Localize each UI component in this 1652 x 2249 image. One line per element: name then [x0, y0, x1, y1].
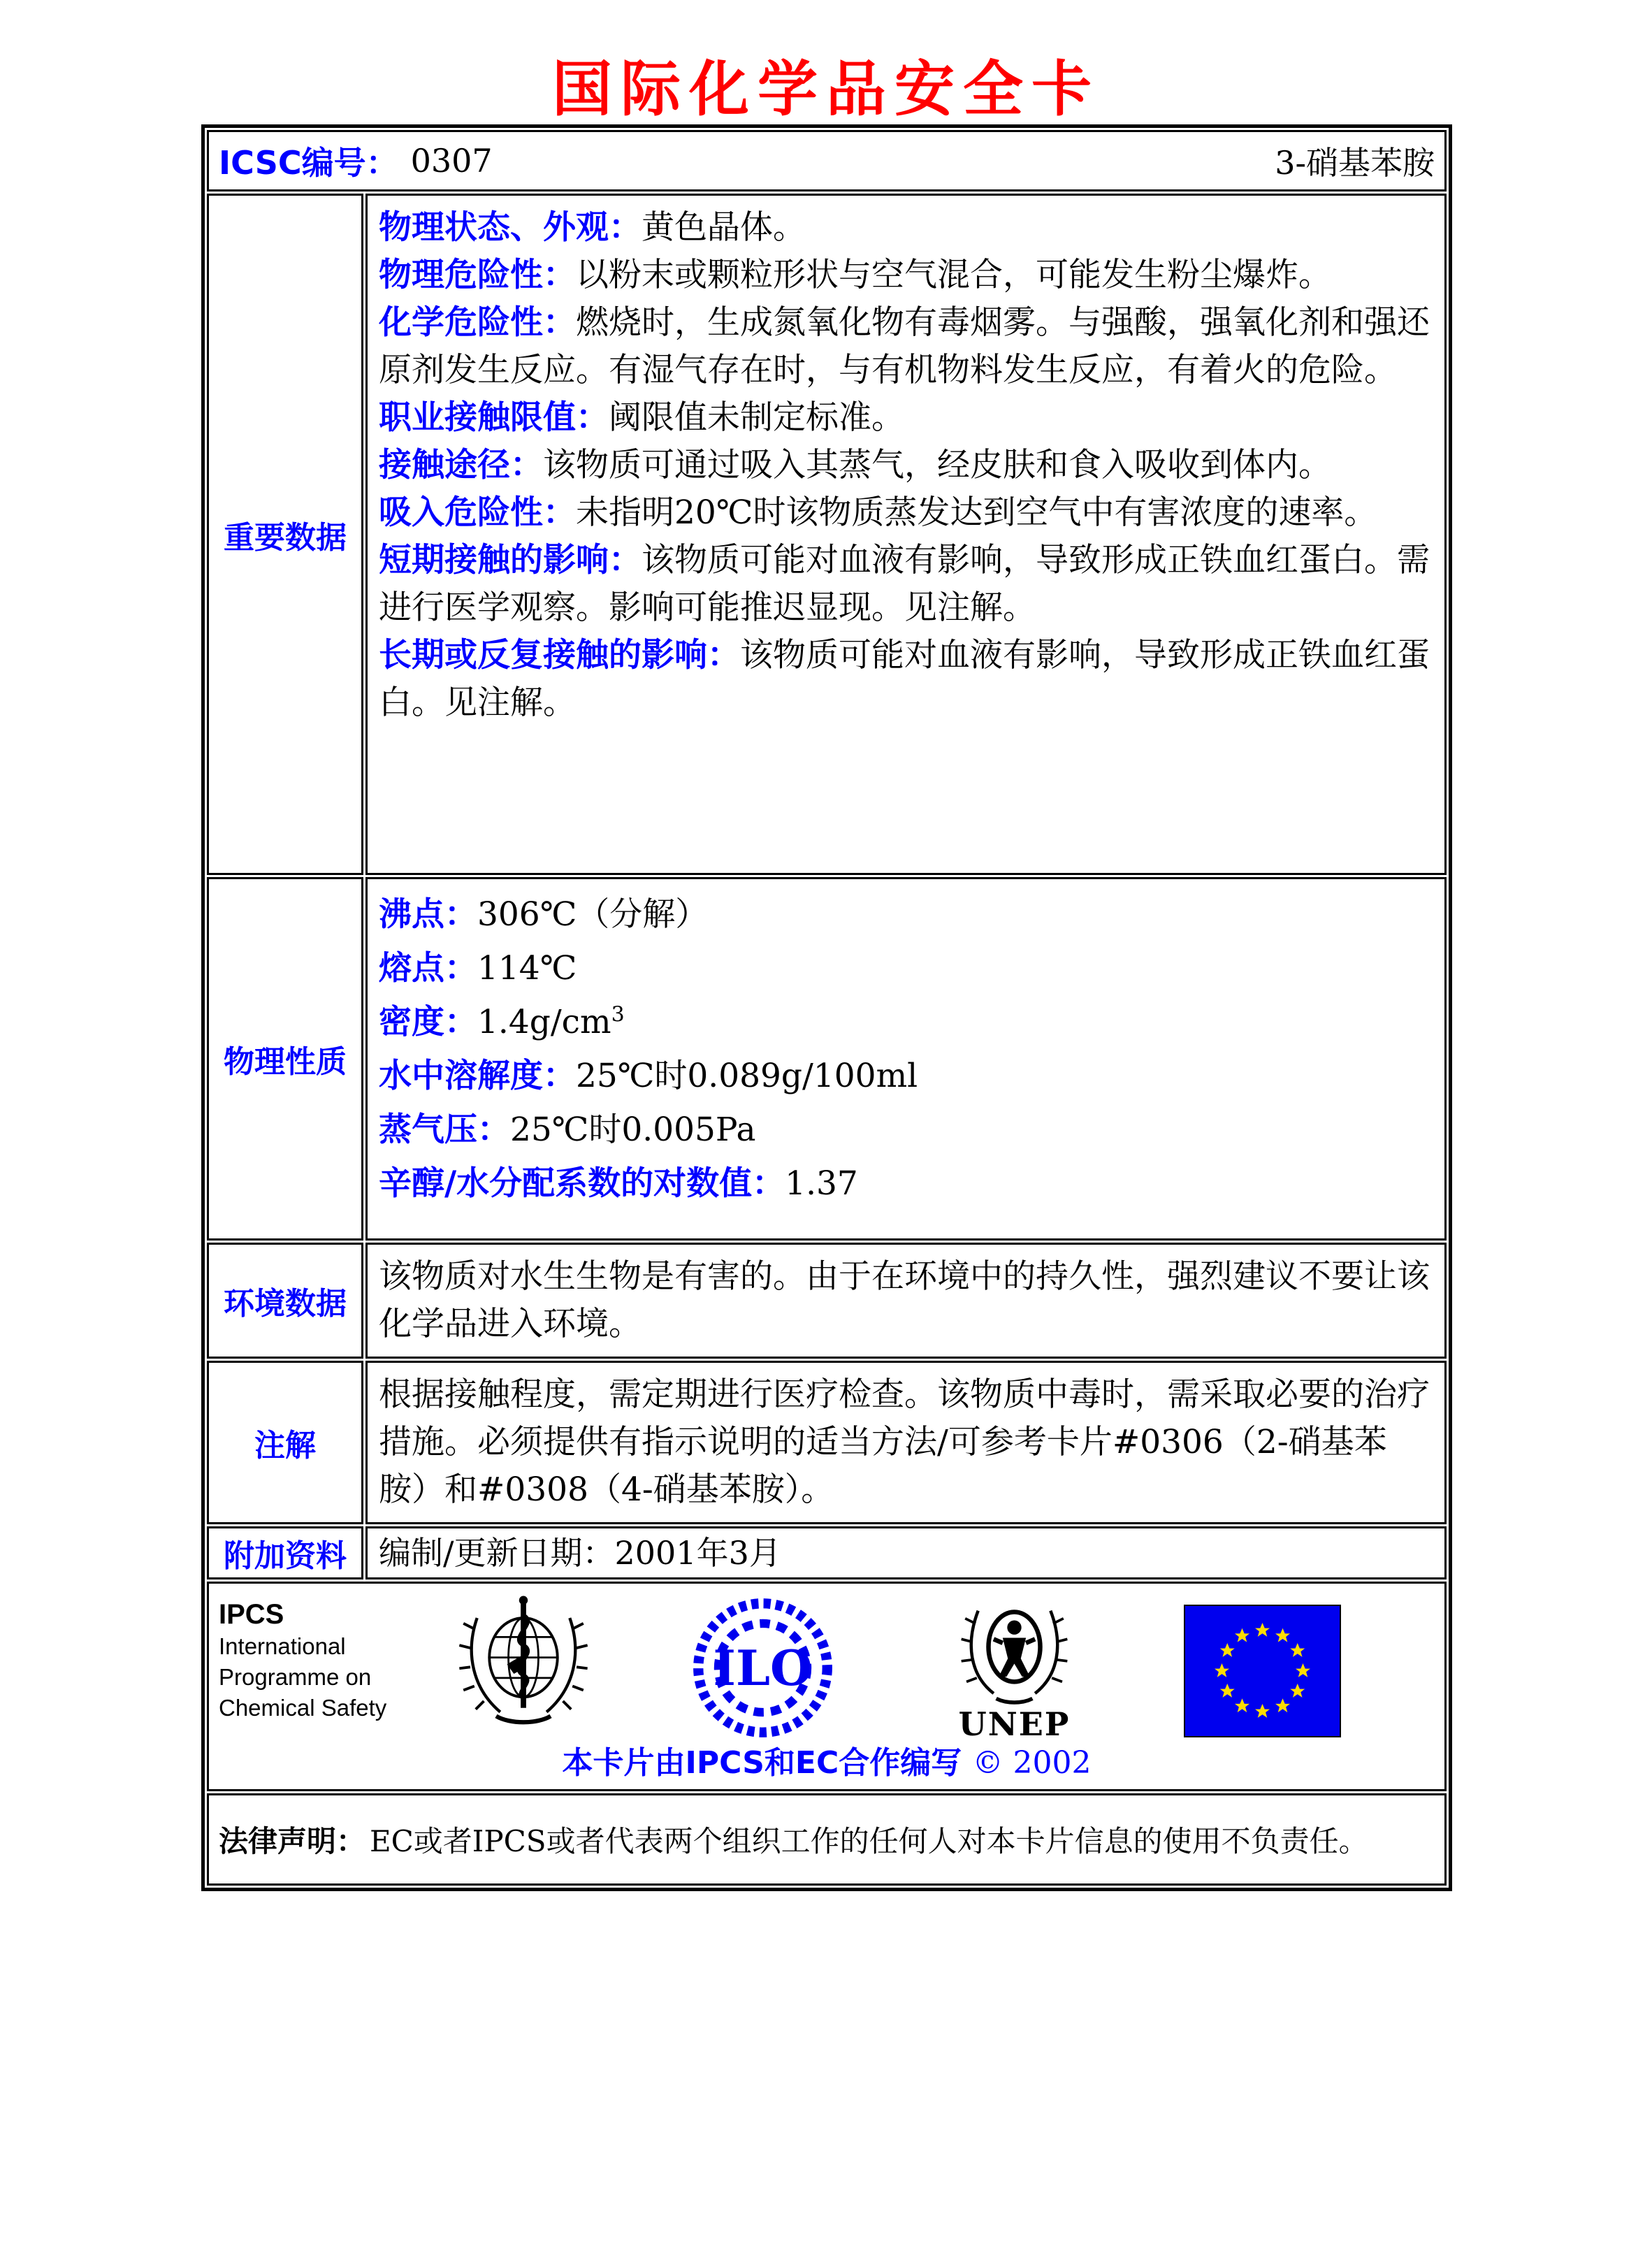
item-label: 蒸气压：: [379, 1111, 510, 1149]
who-logo-icon: [450, 1593, 597, 1733]
logos-row: [207, 1582, 1447, 1791]
important-item: [379, 537, 1433, 632]
physical-item: [379, 888, 1433, 941]
notes-content: [365, 1361, 1447, 1524]
item-text: 阈限值未制定标准。: [609, 398, 904, 437]
additional-info-text: 编制/更新日期：2001年3月: [379, 1534, 781, 1572]
environmental-data-section-label: 环境数据: [207, 1243, 363, 1359]
notes-text: 根据接触程度，需定期进行医疗检查。该物质中毒时，需采取必要的治疗措施。必须提供有指示说明的适当方法/可参考卡片#0306（2-硝基苯胺）和#0308（4-硝基苯胺）。: [379, 1375, 1430, 1509]
ilo-logo-icon: [691, 1596, 834, 1742]
item-label: 辛醇/水分配系数的对数值：: [379, 1164, 785, 1203]
important-item: [379, 252, 1433, 299]
item-text: 306℃（分解）: [477, 895, 709, 934]
page-title: 国际化学品安全卡: [552, 54, 1100, 124]
ipcs-line: International: [219, 1633, 346, 1659]
ipcs-acronym: IPCS: [219, 1599, 284, 1630]
item-text: 1.37: [785, 1164, 858, 1203]
item-text: 燃烧时，生成氮氧化物有毒烟雾。与强酸，强氧化剂和强还原剂发生反应。有湿气存在时，与有机物料发生反应，有着火的危险。: [379, 303, 1430, 389]
item-label: 物理危险性：: [379, 256, 576, 294]
item-label: 熔点：: [379, 949, 477, 988]
ipcs-text-block: [219, 1598, 386, 1723]
legal-cell: [207, 1793, 1447, 1886]
caption-text: 本卡片由IPCS和EC合作编写: [562, 1745, 962, 1781]
eu-flag-icon: [1184, 1605, 1341, 1740]
important-item: [379, 204, 1433, 252]
important-item: [379, 442, 1433, 489]
cooperation-caption: [209, 1737, 1444, 1782]
logos-cell: [207, 1582, 1447, 1791]
icsc-card-table: [201, 124, 1452, 1891]
item-label: 职业接触限值：: [379, 398, 609, 437]
additional-info-row: [207, 1526, 1447, 1579]
important-data-section-label: 重要数据: [207, 194, 363, 875]
physical-item: [379, 1157, 1433, 1210]
item-label: 接触途径：: [379, 446, 543, 484]
physical-item: [379, 995, 1433, 1049]
notes-row: [207, 1361, 1447, 1524]
item-label: 水中溶解度：: [379, 1057, 576, 1095]
icsc-number-group: [219, 138, 493, 184]
important-data-content: [365, 194, 1447, 875]
density-superscript: 3: [611, 1002, 625, 1027]
item-text: 25℃时0.089g/100ml: [576, 1057, 918, 1095]
environmental-data-row: [207, 1243, 1447, 1359]
physical-properties-content: [365, 877, 1447, 1241]
important-item: [379, 489, 1433, 537]
environmental-data-text: 该物质对水生生物是有害的。由于在环境中的持久性，强烈建议不要让该化学品进入环境。: [379, 1257, 1430, 1343]
legal-text: EC或者IPCS或者代表两个组织工作的任何人对本卡片信息的使用不负责任。: [370, 1824, 1368, 1858]
item-text: 未指明20℃时该物质蒸发达到空气中有害浓度的速率。: [576, 493, 1377, 532]
item-label: 短期接触的影响：: [379, 541, 642, 579]
ipcs-line: Chemical Safety: [219, 1695, 387, 1721]
physical-item: [379, 1049, 1433, 1103]
icsc-number-label: ICSC编号：: [219, 144, 398, 182]
item-label: 化学危险性：: [379, 303, 576, 342]
item-text: 114℃: [477, 949, 577, 988]
ipcs-line: Programme on: [219, 1664, 372, 1690]
chemical-name: 3-硝基苯胺: [1275, 144, 1435, 182]
important-data-row: [207, 194, 1447, 875]
physical-properties-row: [207, 877, 1447, 1241]
icsc-number-value: 0307: [410, 142, 493, 180]
item-label: 长期或反复接触的影响：: [379, 636, 740, 674]
physical-item: [379, 1103, 1433, 1157]
important-item: [379, 394, 1433, 442]
unep-letters: UNEP: [958, 1705, 1071, 1743]
item-label: 密度：: [379, 1003, 477, 1041]
item-text: 该物质可能对血液有影响，导致形成正铁血红蛋白。需进行医学观察。影响可能推迟显现。见注解。: [379, 541, 1430, 627]
item-text: 以粉末或颗粒形状与空气混合，可能发生粉尘爆炸。: [576, 256, 1331, 294]
ilo-letters: ILO: [713, 1640, 813, 1698]
unep-logo-icon: [950, 1595, 1079, 1743]
physical-item: [379, 941, 1433, 995]
header-row: [207, 130, 1447, 191]
item-text: 黄色晶体。: [642, 208, 806, 247]
legal-row: [207, 1793, 1447, 1886]
additional-info-content: [365, 1526, 1447, 1579]
item-text: 1.4g/cm: [477, 1003, 611, 1041]
header-cell: [207, 130, 1447, 191]
additional-info-section-label: 附加资料: [207, 1526, 363, 1579]
item-text: 该物质可能对血液有影响，导致形成正铁血红蛋白。见注解。: [379, 636, 1430, 722]
environmental-data-content: [365, 1243, 1447, 1359]
important-item: [379, 632, 1433, 727]
item-label: 沸点：: [379, 895, 477, 934]
legal-label: 法律声明：: [219, 1824, 366, 1858]
item-text: 该物质可通过吸入其蒸气，经皮肤和食入吸收到体内。: [543, 446, 1331, 484]
item-label: 吸入危险性：: [379, 493, 576, 532]
item-text: 25℃时0.005Pa: [510, 1111, 756, 1149]
item-label: 物理状态、外观：: [379, 208, 642, 247]
notes-section-label: 注解: [207, 1361, 363, 1524]
physical-properties-section-label: 物理性质: [207, 877, 363, 1241]
important-item: [379, 299, 1433, 394]
caption-year: © 2002: [972, 1745, 1092, 1781]
